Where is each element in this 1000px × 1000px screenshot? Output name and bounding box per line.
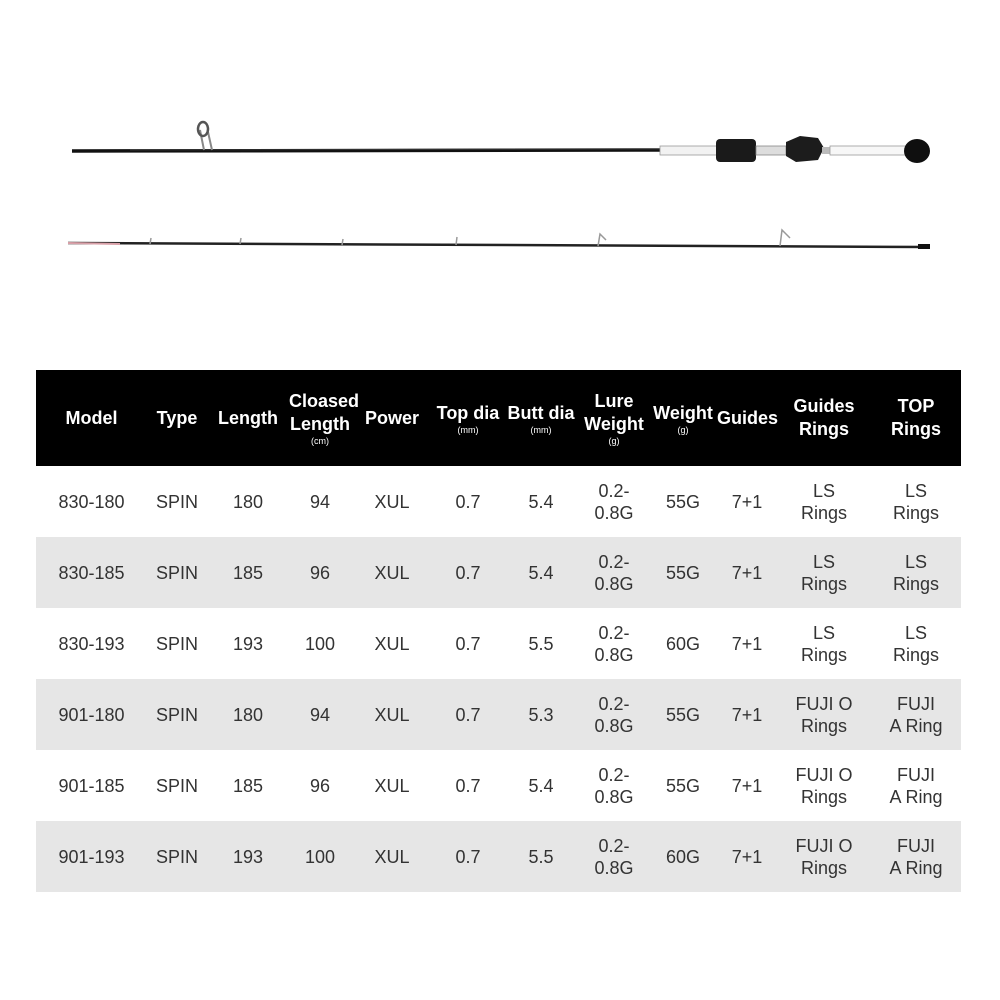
cell-top-rings — [871, 750, 961, 821]
cell-lure: 0.2-0.8G — [594, 693, 634, 736]
cell-guides-rings-line: FUJI O — [795, 693, 853, 714]
column-header-label: Weight — [653, 402, 713, 423]
column-header-label-line2: Length — [290, 414, 350, 434]
cell-guides-rings — [777, 466, 871, 537]
cell-guides-rings-line: Rings — [800, 786, 848, 807]
cell-lure: 0.2-0.8G — [594, 764, 634, 807]
cell-type: SPIN — [155, 846, 198, 867]
cell-butt-dia: 5.5 — [528, 846, 554, 867]
cell-power: XUL — [374, 491, 410, 512]
cell-top-dia: 0.7 — [455, 633, 481, 654]
cell-guides: 7+1 — [731, 775, 763, 796]
column-header-label: Lure — [594, 391, 634, 411]
column-header-label-line2: Weight — [584, 414, 644, 434]
table-row — [36, 750, 961, 821]
cell-guides: 7+1 — [731, 562, 763, 583]
header-row — [36, 370, 961, 466]
cell-closed: 94 — [309, 704, 331, 725]
cell-guides-rings-line: LS — [812, 480, 836, 501]
cell-guides-rings-line: Rings — [800, 573, 848, 594]
cell-lure: 0.2-0.8G — [594, 835, 634, 878]
cell-model: 901-193 — [58, 846, 125, 867]
column-header-unit: (g) — [608, 436, 620, 446]
cell-guides-rings — [777, 537, 871, 608]
column-header — [351, 370, 433, 466]
cell-top-rings-line: A Ring — [889, 857, 943, 878]
cell-guides-rings-line: FUJI O — [795, 764, 853, 785]
column-header-label: Power — [364, 407, 420, 428]
column-header-unit: (mm) — [457, 424, 479, 435]
cell-closed: 100 — [304, 633, 336, 654]
cell-weight: 60G — [665, 633, 701, 654]
cell-butt-dia: 5.4 — [528, 562, 554, 583]
column-header — [649, 370, 717, 466]
column-header-label: Cloased — [289, 391, 360, 411]
cell-top-rings-line: Rings — [892, 502, 940, 523]
cell-butt-dia: 5.3 — [528, 704, 554, 725]
cell-closed: 94 — [309, 491, 331, 512]
column-header — [579, 370, 649, 466]
cell-guides-rings-line: LS — [812, 622, 836, 643]
cell-lure: 0.2-0.8G — [594, 622, 634, 665]
spec-table — [36, 370, 961, 892]
cell-butt-dia: 5.4 — [528, 775, 554, 796]
cell-guides-rings — [777, 750, 871, 821]
column-header-label: Guides — [717, 407, 779, 428]
cell-top-rings — [871, 821, 961, 892]
cell-weight: 55G — [665, 562, 701, 583]
cell-top-rings-line: A Ring — [889, 715, 943, 736]
cell-closed: 96 — [309, 775, 331, 796]
column-header-unit: (g) — [677, 424, 689, 435]
cell-weight: 55G — [665, 491, 701, 512]
column-header — [871, 370, 961, 466]
cell-top-dia: 0.7 — [455, 491, 481, 512]
column-header-label: Type — [156, 407, 198, 428]
cell-power: XUL — [374, 704, 410, 725]
cell-type: SPIN — [155, 704, 198, 725]
spec-table-body — [36, 466, 961, 892]
column-header-label: Top dia — [436, 402, 500, 423]
cell-top-dia: 0.7 — [455, 562, 481, 583]
column-header-unit: (mm) — [530, 424, 552, 435]
cell-length: 180 — [232, 491, 264, 512]
cell-weight: 55G — [665, 704, 701, 725]
column-header-label: Guides — [793, 396, 855, 416]
cell-guides-rings-line: Rings — [800, 715, 848, 736]
column-header — [289, 370, 360, 466]
cell-top-rings-line: LS — [904, 480, 928, 501]
column-header — [36, 370, 147, 466]
cell-length: 180 — [232, 704, 264, 725]
cell-power: XUL — [374, 846, 410, 867]
cell-top-rings-line: LS — [904, 551, 928, 572]
cell-length: 185 — [232, 562, 264, 583]
cell-guides-rings-line: LS — [812, 551, 836, 572]
cell-top-rings — [871, 608, 961, 679]
rod-tip-section-image — [68, 230, 930, 249]
cell-power: XUL — [374, 562, 410, 583]
cell-guides-rings — [777, 608, 871, 679]
cell-length: 185 — [232, 775, 264, 796]
cell-model: 901-180 — [58, 704, 125, 725]
cell-weight: 55G — [665, 775, 701, 796]
column-header-label: TOP — [897, 396, 935, 416]
cell-top-rings — [871, 679, 961, 750]
cell-top-dia: 0.7 — [455, 846, 481, 867]
cell-butt-dia: 5.5 — [528, 633, 554, 654]
cell-top-rings-line: LS — [904, 622, 928, 643]
cell-length: 193 — [232, 846, 264, 867]
table-row — [36, 537, 961, 608]
table-row — [36, 679, 961, 750]
cell-closed: 100 — [304, 846, 336, 867]
column-header — [147, 370, 207, 466]
cell-top-dia: 0.7 — [455, 704, 481, 725]
cell-guides-rings-line: Rings — [800, 502, 848, 523]
table-row — [36, 466, 961, 537]
cell-top-rings-line: FUJI — [897, 764, 935, 785]
cell-top-rings-line: Rings — [892, 573, 940, 594]
table-row — [36, 821, 961, 892]
cell-top-rings-line: A Ring — [889, 786, 943, 807]
column-header — [503, 370, 579, 466]
column-header-label-line2: Rings — [890, 419, 941, 439]
column-header — [433, 370, 503, 466]
cell-guides-rings — [777, 679, 871, 750]
cell-guides: 7+1 — [731, 846, 763, 867]
column-header — [717, 370, 777, 466]
spec-table-header — [36, 370, 961, 466]
cell-top-rings-line: Rings — [892, 644, 940, 665]
column-header — [207, 370, 289, 466]
cell-type: SPIN — [155, 633, 198, 654]
cell-guides: 7+1 — [731, 704, 763, 725]
cell-guides-rings-line: FUJI O — [795, 835, 853, 856]
table-row — [36, 608, 961, 679]
cell-lure: 0.2-0.8G — [594, 480, 634, 523]
cell-power: XUL — [374, 775, 410, 796]
column-header-label: Length — [218, 407, 278, 428]
cell-model: 901-185 — [58, 775, 125, 796]
column-header — [777, 370, 871, 466]
cell-guides-rings — [777, 821, 871, 892]
cell-guides: 7+1 — [731, 491, 763, 512]
cell-type: SPIN — [155, 562, 198, 583]
column-header-label-line2: Rings — [798, 419, 849, 439]
rod-butt-section-image — [72, 122, 930, 163]
cell-guides-rings-line: Rings — [800, 644, 848, 665]
column-header-label: Model — [65, 407, 118, 428]
cell-lure: 0.2-0.8G — [594, 551, 634, 594]
cell-model: 830-193 — [58, 633, 125, 654]
cell-model: 830-180 — [58, 491, 125, 512]
cell-closed: 96 — [309, 562, 331, 583]
cell-type: SPIN — [155, 491, 198, 512]
column-header-label: Butt dia — [507, 402, 575, 423]
cell-top-rings — [871, 537, 961, 608]
cell-top-rings-line: FUJI — [897, 835, 935, 856]
cell-top-dia: 0.7 — [455, 775, 481, 796]
cell-top-rings-line: FUJI — [897, 693, 935, 714]
cell-model: 830-185 — [58, 562, 125, 583]
cell-butt-dia: 5.4 — [528, 491, 554, 512]
column-header-unit: (cm) — [311, 436, 329, 446]
cell-power: XUL — [374, 633, 410, 654]
cell-type: SPIN — [155, 775, 198, 796]
cell-weight: 60G — [665, 846, 701, 867]
cell-guides-rings-line: Rings — [800, 857, 848, 878]
cell-guides: 7+1 — [731, 633, 763, 654]
cell-length: 193 — [232, 633, 264, 654]
cell-top-rings — [871, 466, 961, 537]
product-images — [0, 0, 1000, 300]
